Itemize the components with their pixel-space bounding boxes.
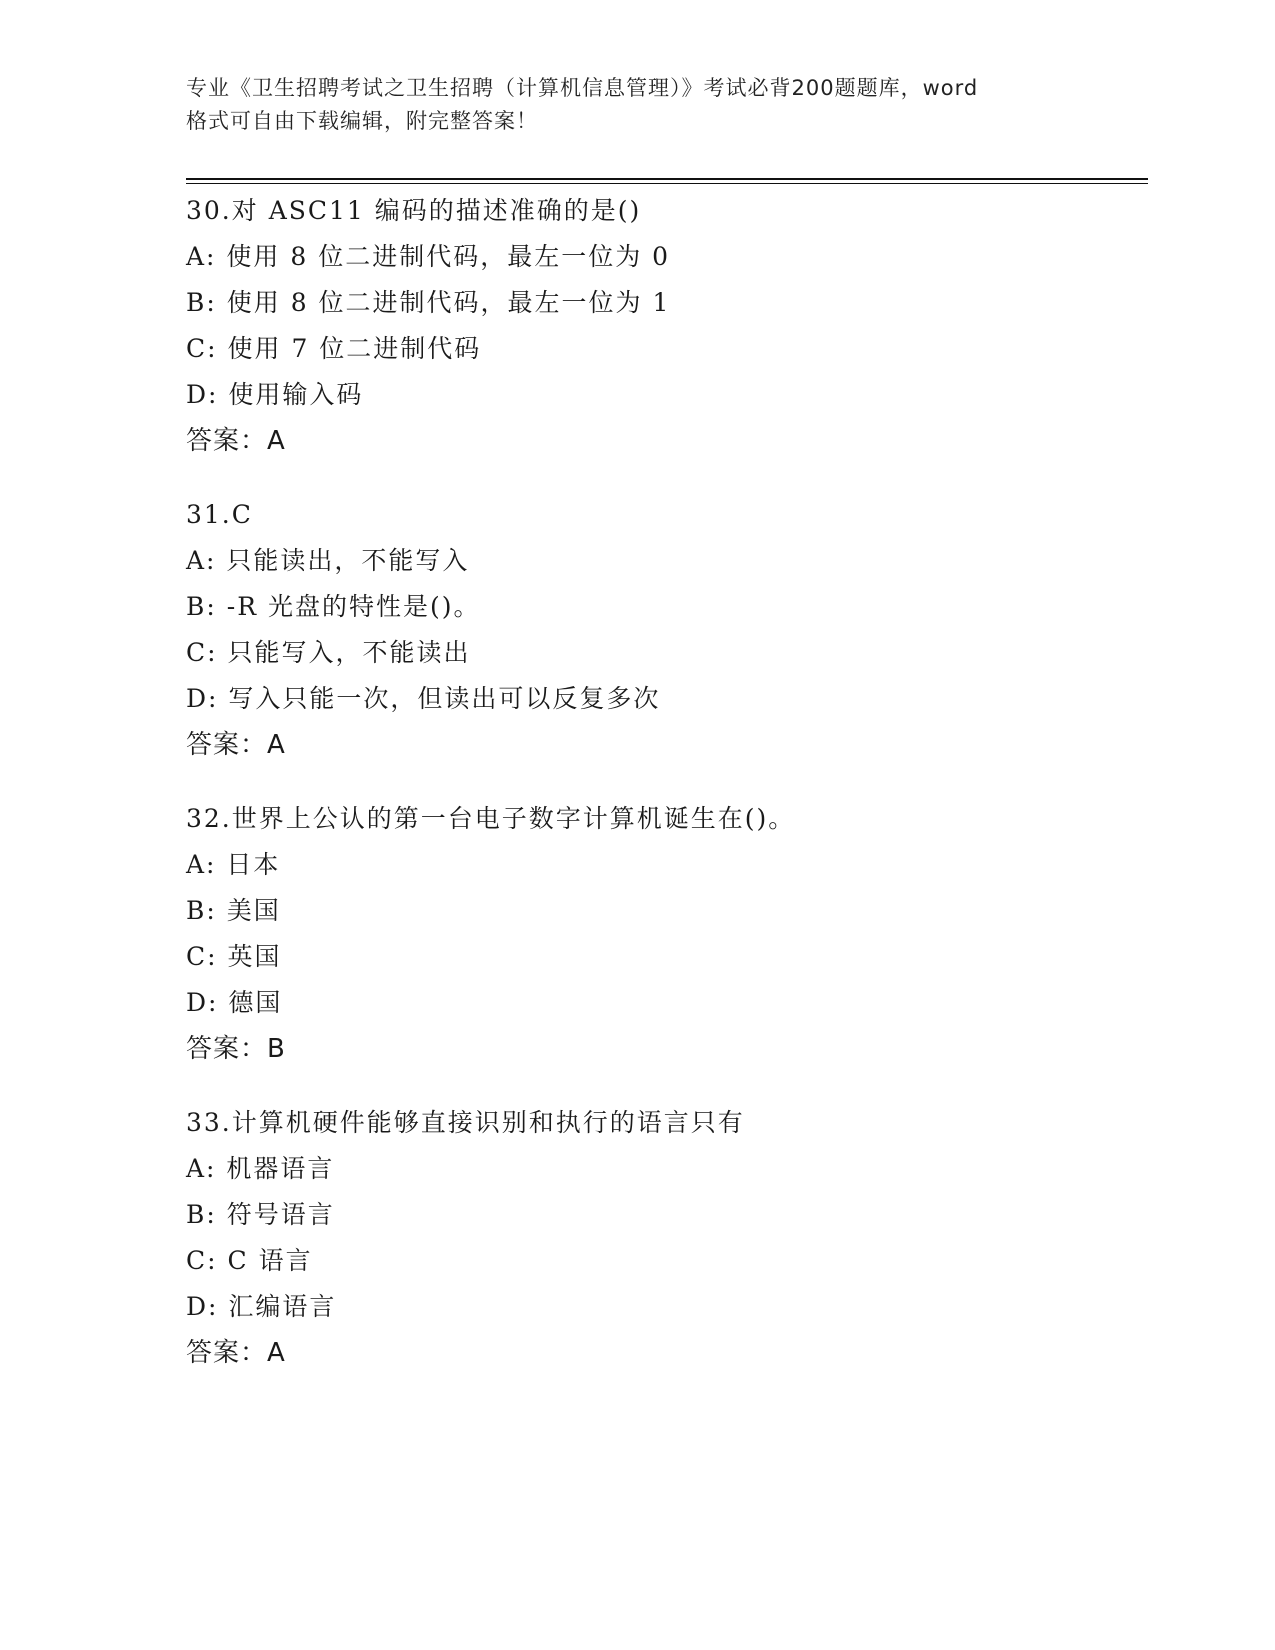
header-title-line-1: 专业《卫生招聘考试之卫生招聘（计算机信息管理）》考试必背200题题库，word <box>186 76 979 100</box>
option-d: D: 汇编语言 <box>186 1292 337 1321</box>
option-a: A: 使用 8 位二进制代码，最左一位为 0 <box>186 242 671 271</box>
question-list <box>186 188 1146 1404</box>
header-divider-thin <box>186 183 1148 184</box>
option-a: A: 日本 <box>186 850 281 879</box>
header-title-line-2: 格式可自由下载编辑，附完整答案！ <box>186 109 538 133</box>
question-30 <box>186 188 1146 464</box>
option-b: B: 符号语言 <box>186 1200 335 1229</box>
header-divider-thick <box>186 178 1148 180</box>
option-c: C: 只能写入，不能读出 <box>186 638 471 667</box>
option-a: A: 机器语言 <box>186 1154 335 1183</box>
question-stem: 31.C <box>186 500 253 529</box>
option-b: B: 美国 <box>186 896 281 925</box>
option-b: B: -R 光盘的特性是()。 <box>186 592 481 621</box>
option-c: C: C 语言 <box>186 1246 313 1275</box>
answer: 答案：A <box>186 1338 286 1368</box>
option-b: B: 使用 8 位二进制代码，最左一位为 1 <box>186 288 671 317</box>
option-d: D: 使用输入码 <box>186 380 364 409</box>
document-header <box>186 72 1086 138</box>
answer: 答案：B <box>186 1034 286 1064</box>
answer: 答案：A <box>186 730 286 760</box>
option-c: C: 使用 7 位二进制代码 <box>186 334 482 363</box>
question-stem: 30.对 ASC11 编码的描述准确的是() <box>186 196 642 225</box>
question-stem: 32.世界上公认的第一台电子数字计算机诞生在()。 <box>186 804 796 833</box>
option-d: D: 德国 <box>186 988 283 1017</box>
option-d: D: 写入只能一次，但读出可以反复多次 <box>186 684 661 713</box>
question-31 <box>186 492 1146 768</box>
question-33 <box>186 1100 1146 1376</box>
answer: 答案：A <box>186 426 286 456</box>
question-stem: 33.计算机硬件能够直接识别和执行的语言只有 <box>186 1108 745 1137</box>
question-32 <box>186 796 1146 1072</box>
option-a: A: 只能读出，不能写入 <box>186 546 470 575</box>
option-c: C: 英国 <box>186 942 282 971</box>
